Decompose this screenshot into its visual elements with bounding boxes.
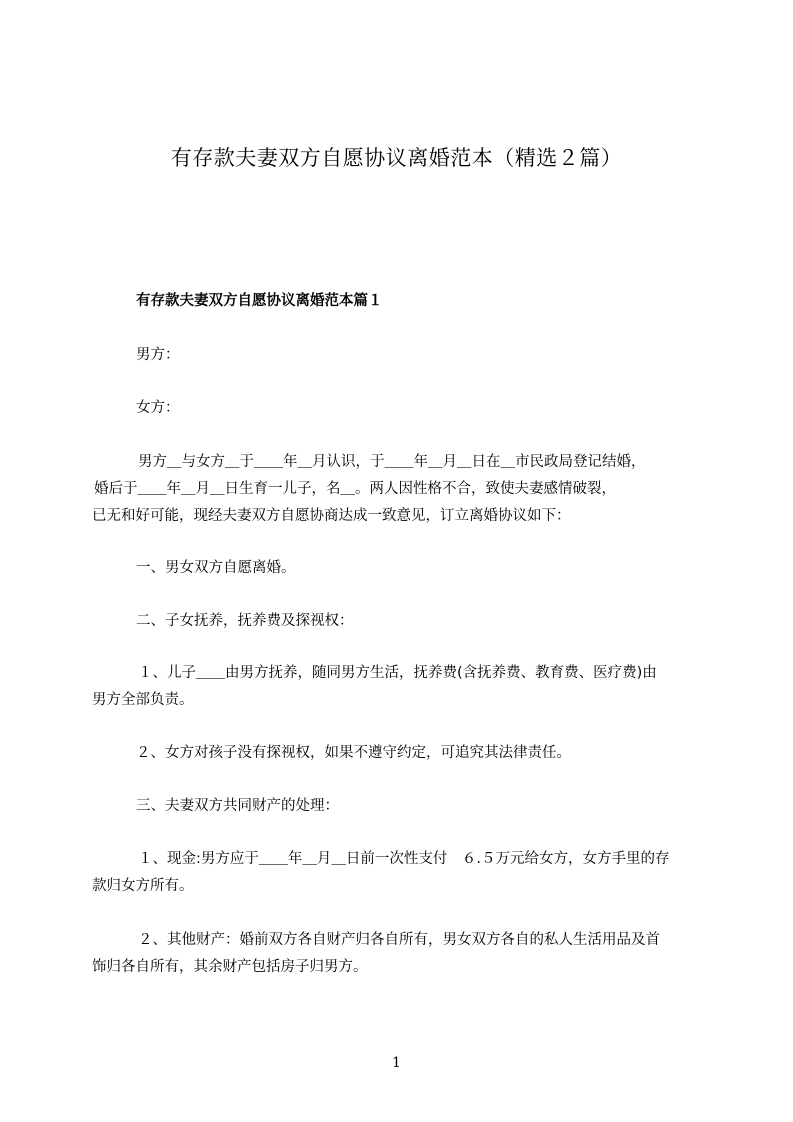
section-heading: 有存款夫妻双方自愿协议离婚范本篇１	[136, 293, 383, 309]
clause-2-1-line-2: 男方全部负责。	[92, 692, 194, 708]
clause-1: 一、男女双方自愿离婚。	[136, 560, 296, 576]
document-title: 有存款夫妻双方自愿协议离婚范本（精选２篇）	[170, 146, 623, 170]
intro-line-3: 已无和好可能，现经夫妻双方自愿协商达成一致意见，订立离婚协议如下：	[92, 508, 571, 524]
female-party-label: 女方：	[136, 400, 180, 416]
male-party-label: 男方：	[136, 347, 180, 363]
intro-line-2: 婚后于＿＿年＿月＿日生育一儿子，名＿。两人因性格不合，致使夫妻感情破裂，	[94, 481, 616, 497]
clause-3-2-line-2: 饰归各自所有，其余财产包括房子归男方。	[92, 959, 368, 975]
clause-3-1-line-1: １、现金:男方应于＿＿年＿月＿日前一次性支付 ６.５万元给女方，女方手里的存	[138, 851, 670, 867]
clause-2: 二、子女抚养，抚养费及探视权：	[136, 613, 354, 629]
intro-line-1: 男方＿与女方＿于＿＿年＿月认识，于＿＿年＿月＿日在＿市民政局登记结婚，	[138, 454, 646, 470]
clause-3-1-line-2: 款归女方所有。	[92, 878, 194, 894]
clause-2-1-line-1: １、儿子＿＿由男方抚养，随同男方生活，抚养费(含抚养费、教育费、医疗费)由	[138, 665, 657, 681]
clause-2-2: ２、女方对孩子没有探视权，如果不遵守约定，可追究其法律责任。	[136, 745, 571, 761]
clause-3: 三、夫妻双方共同财产的处理：	[136, 798, 339, 814]
page-number: 1	[392, 1055, 401, 1071]
clause-3-2-line-1: ２、其他财产：婚前双方各自财产归各自所有，男女双方各自的私人生活用品及首	[138, 932, 660, 948]
